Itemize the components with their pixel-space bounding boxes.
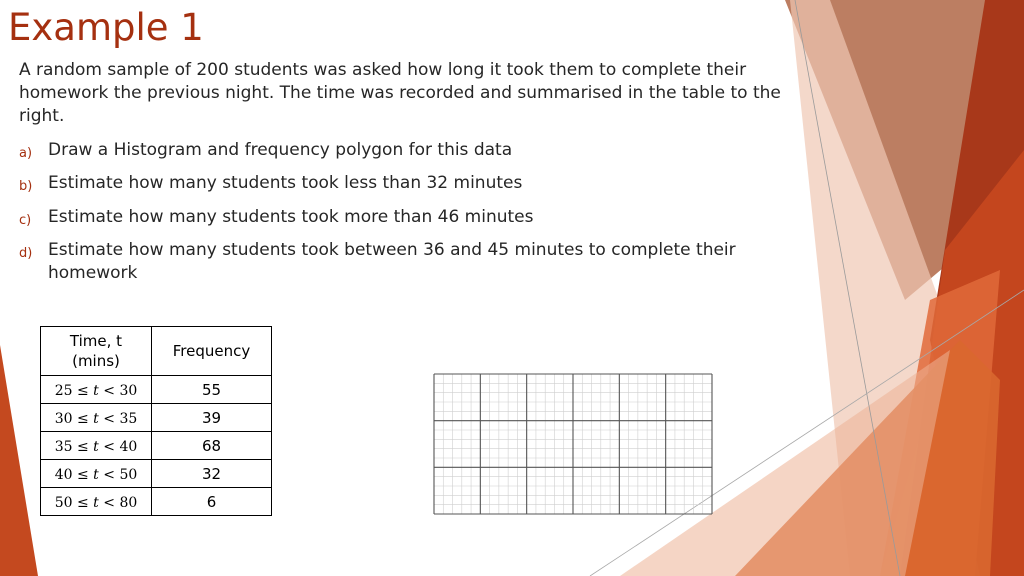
question-label: b) bbox=[19, 179, 33, 194]
table-row bbox=[41, 432, 272, 460]
question-text: Estimate how many students took less than 32 minutes bbox=[48, 173, 523, 193]
question-d bbox=[19, 239, 739, 285]
time-interval-cell: 40 ≤ t < 50 bbox=[41, 460, 152, 488]
graph-paper-grid bbox=[433, 373, 713, 515]
table-row bbox=[41, 376, 272, 404]
table-row bbox=[41, 460, 272, 488]
slide-title: Example 1 bbox=[8, 6, 204, 49]
question-a bbox=[19, 139, 779, 162]
frequency-cell: 68 bbox=[152, 432, 272, 460]
time-interval-cell: 50 ≤ t < 80 bbox=[41, 488, 152, 516]
time-column-header: Time, t (mins) bbox=[41, 327, 152, 376]
time-interval-cell: 25 ≤ t < 30 bbox=[41, 376, 152, 404]
left-sliver bbox=[0, 345, 38, 576]
question-label: c) bbox=[19, 213, 32, 228]
question-label: d) bbox=[19, 246, 33, 261]
question-text: Draw a Histogram and frequency polygon for this data bbox=[48, 140, 513, 160]
frequency-cell: 55 bbox=[152, 376, 272, 404]
frequency-column-header: Frequency bbox=[152, 327, 272, 376]
question-b bbox=[19, 172, 779, 195]
intro-paragraph: A random sample of 200 students was asked how long it took them to complete their homework the previous night. The time was recorded and summarised in the table to the right. bbox=[19, 60, 781, 126]
question-text: Estimate how many students took between 36 and 45 minutes to complete their homework bbox=[48, 240, 736, 283]
question-text: Estimate how many students took more than 46 minutes bbox=[48, 207, 534, 227]
table-row bbox=[41, 488, 272, 516]
time-interval-cell: 30 ≤ t < 35 bbox=[41, 404, 152, 432]
frequency-cell: 32 bbox=[152, 460, 272, 488]
table-header-row bbox=[41, 327, 272, 376]
time-interval-cell: 35 ≤ t < 40 bbox=[41, 432, 152, 460]
question-label: a) bbox=[19, 146, 33, 161]
frequency-cell: 39 bbox=[152, 404, 272, 432]
table-row bbox=[41, 404, 272, 432]
frequency-cell: 6 bbox=[152, 488, 272, 516]
question-c bbox=[19, 206, 779, 229]
frequency-table bbox=[40, 326, 272, 516]
